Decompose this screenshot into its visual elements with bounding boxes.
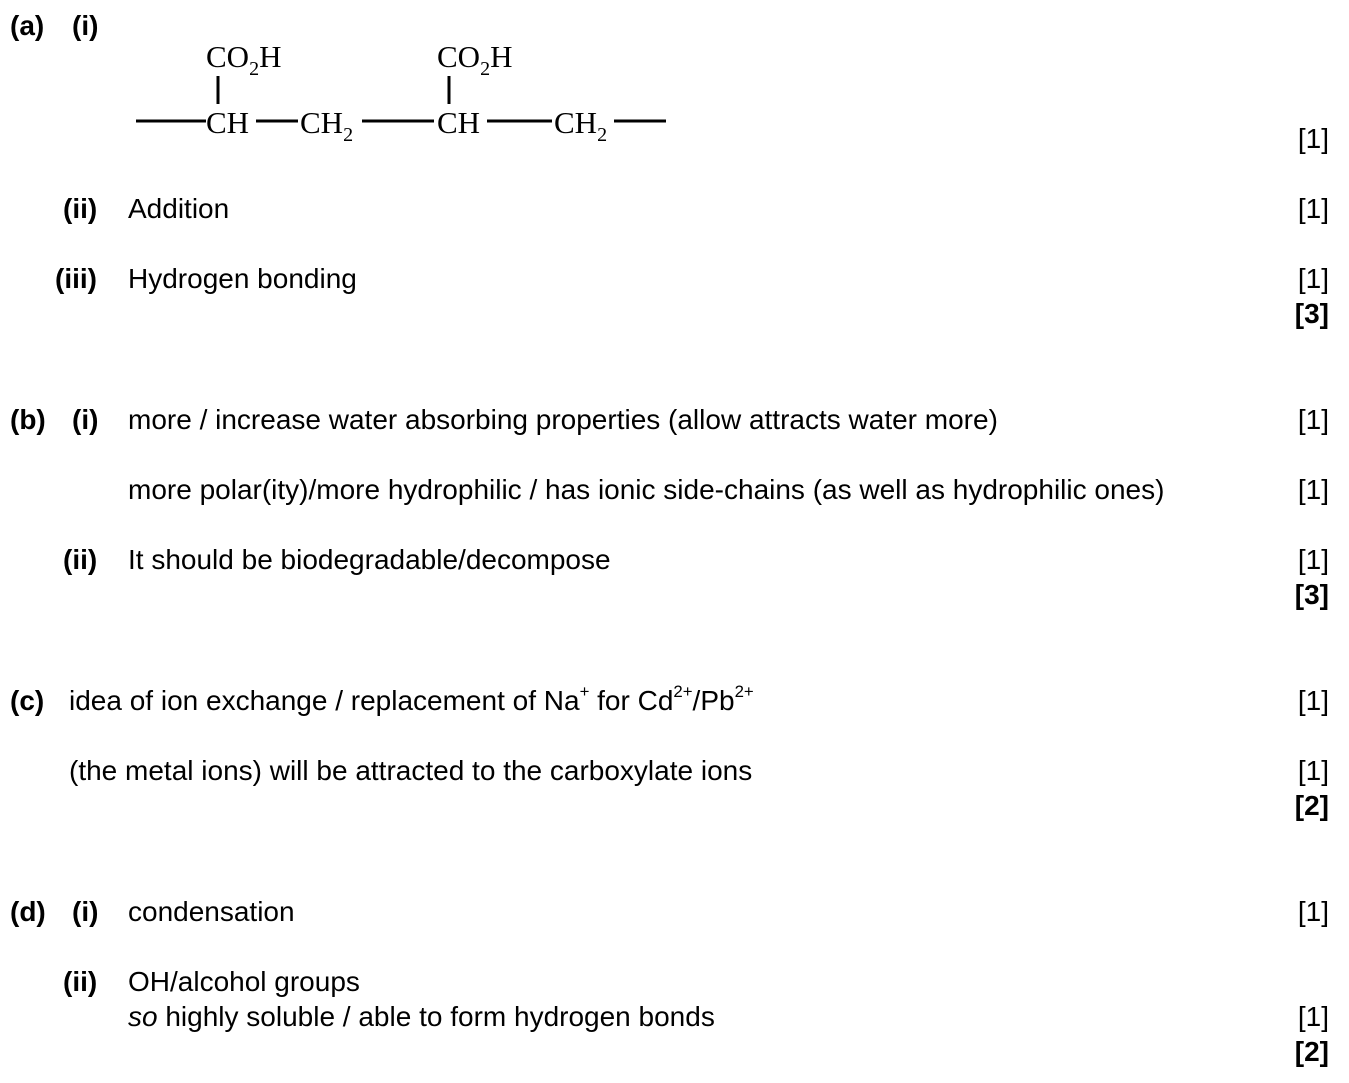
- mark-c-1: [1]: [1297, 685, 1329, 716]
- part-d-label: (d): [10, 896, 46, 927]
- answer-b-i-1: more / increase water absorbing properties (allow attracts water more): [128, 404, 998, 435]
- part-b-label: (b): [10, 404, 46, 435]
- answer-b-ii: It should be biodegradable/decompose: [128, 544, 611, 575]
- atom-ch2-1: $CH_2$: [300, 105, 354, 146]
- answer-d-ii-2: so highly soluble / able to form hydrogen bonds: [128, 1001, 715, 1032]
- part-a-label: (a): [10, 10, 45, 41]
- mark-a-iii: [1]: [1297, 263, 1329, 294]
- mark-a-ii: [1]: [1297, 193, 1329, 224]
- part-a-iii-label: (iii): [55, 263, 97, 294]
- group2-co2h: $CO_2H$: [437, 39, 513, 80]
- part-b-ii-label: (ii): [63, 544, 98, 575]
- mark-d-ii: [1]: [1297, 1001, 1329, 1032]
- answer-a-iii: Hydrogen bonding: [128, 263, 357, 294]
- mark-a-i: [1]: [1297, 123, 1329, 154]
- group1-co2h: $CO_2H$: [206, 39, 282, 80]
- atom-ch2-2: $CH_2$: [554, 105, 608, 146]
- mark-b-ii: [1]: [1297, 544, 1329, 575]
- atom-ch-2: CH: [437, 105, 481, 140]
- answer-c-1: idea of ion exchange / replacement of Na+ for $Cd^{2+}/Pb^{2+}$: [69, 682, 754, 716]
- mark-b-i-1: [1]: [1297, 404, 1329, 435]
- total-a: [3]: [1294, 298, 1329, 329]
- mark-c-2: [1]: [1297, 755, 1329, 786]
- polymer-structure-formula: [0, 0, 700, 160]
- part-a-i-label: (i): [72, 10, 99, 41]
- part-d-i-label: (i): [72, 896, 99, 927]
- answer-d-i: condensation: [128, 896, 295, 927]
- answer-c-2: (the metal ions) will be attracted to the carboxylate ions: [69, 755, 753, 786]
- answer-d-ii-1: OH/alcohol groups: [128, 966, 360, 997]
- atom-ch-1: CH: [206, 105, 250, 140]
- part-c-label: (c): [10, 685, 45, 716]
- answer-b-i-2: more polar(ity)/more hydrophilic / has ionic side-chains (as well as hydrophilic ones): [128, 474, 1165, 505]
- part-a-ii-label: (ii): [63, 193, 98, 224]
- total-d: [2]: [1294, 1036, 1329, 1067]
- total-b: [3]: [1294, 579, 1329, 610]
- answer-a-ii: Addition: [128, 193, 230, 224]
- mark-d-i: [1]: [1297, 896, 1329, 927]
- part-b-i-label: (i): [72, 404, 99, 435]
- part-d-ii-label: (ii): [63, 966, 98, 997]
- total-c: [2]: [1294, 790, 1329, 821]
- mark-b-i-2: [1]: [1297, 474, 1329, 505]
